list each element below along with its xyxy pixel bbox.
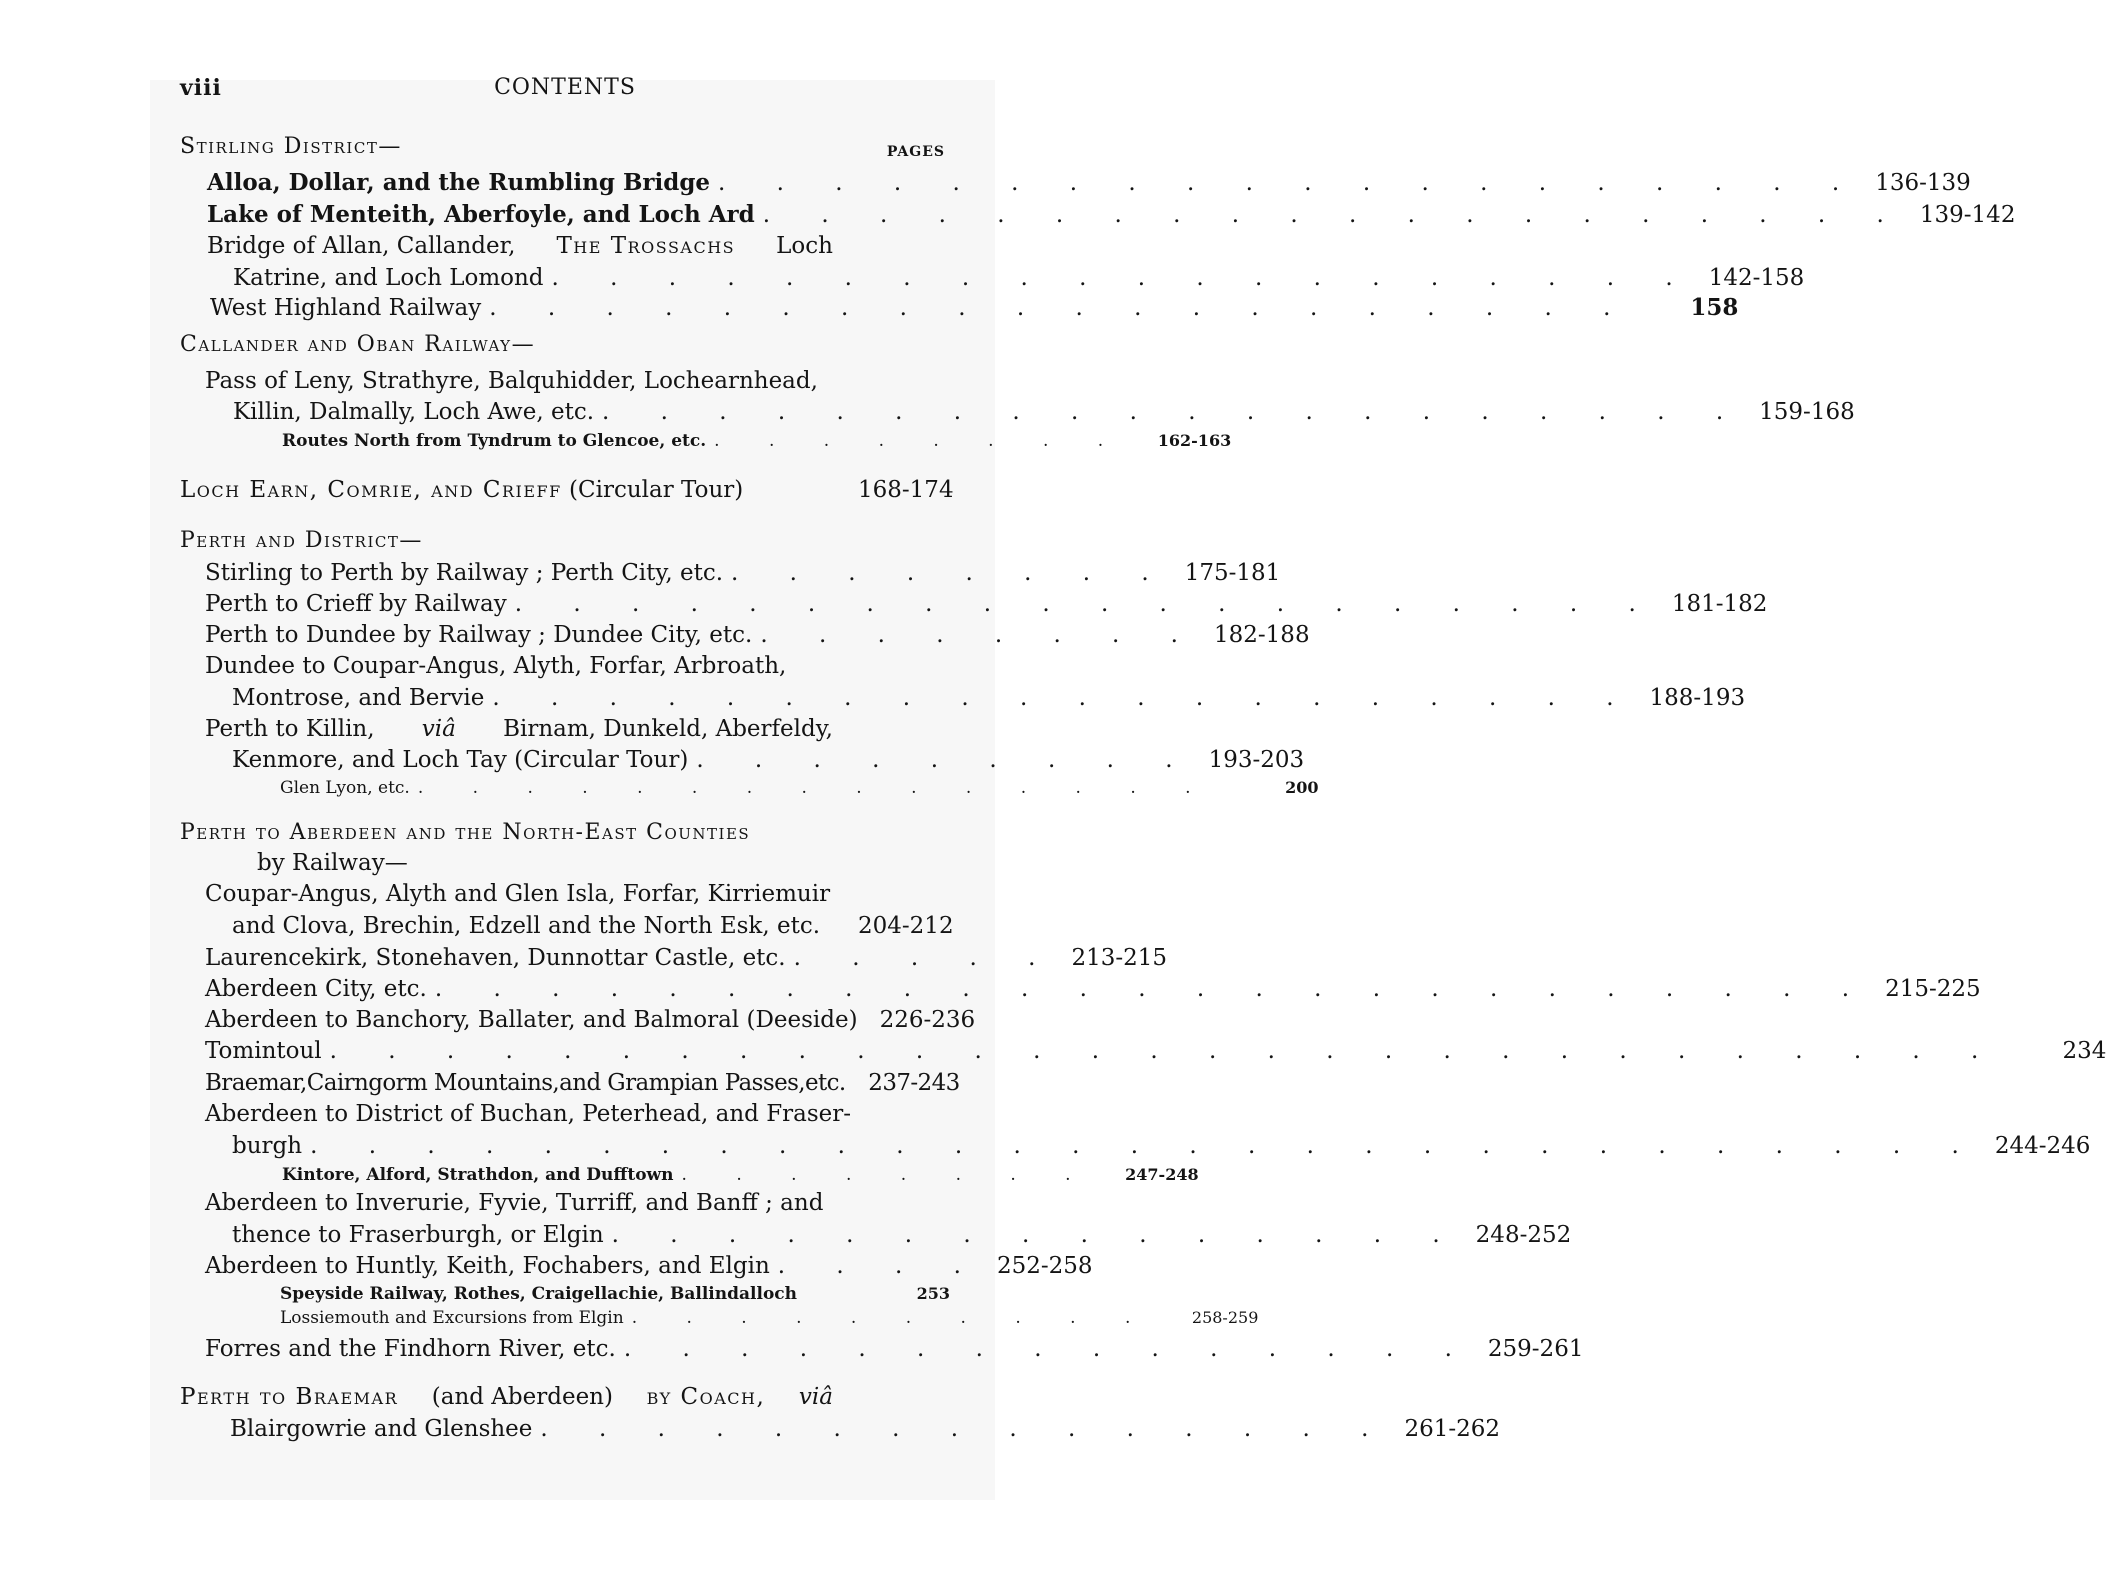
subentry-pages: 247-248 bbox=[1125, 1165, 1199, 1184]
running-header bbox=[180, 75, 950, 109]
entry-title: Loch bbox=[776, 233, 833, 259]
subentry-title: Lossiemouth and Excursions from Elgin bbox=[280, 1308, 624, 1328]
toc-entry-line bbox=[205, 1188, 833, 1220]
section-heading-part: by Coach, bbox=[646, 1384, 766, 1410]
entry-title: Aberdeen to District of Buchan, Peterhead, and Fraser- bbox=[205, 1101, 852, 1127]
section-heading-callander: Callander and Oban Railway— bbox=[180, 332, 536, 357]
toc-entry-line bbox=[205, 651, 833, 683]
entry-title: Laurencekirk, Stonehaven, Dunnottar Castle, etc. bbox=[205, 945, 786, 971]
toc-entry: burgh . . . . . . . . . . . . . . . . . . . . . . . . . . . . . 244-246 bbox=[232, 1133, 2091, 1159]
entry-title: Perth to Dundee by Railway ; Dundee City, etc. bbox=[205, 622, 753, 648]
toc-subentry: Kintore, Alford, Strathdon, and Dufftown . . . . . . . . 247-248 bbox=[282, 1165, 1199, 1185]
toc-entry: Stirling to Perth by Railway ; Perth City, etc. . . . . . . . . 175-181 bbox=[205, 560, 1281, 586]
entry-title: Dundee to Coupar-Angus, Alyth, Forfar, Arbroath, bbox=[205, 653, 787, 679]
entry-pages: 226-236 bbox=[879, 1007, 976, 1033]
entry-title: Alloa, Dollar, and the Rumbling Bridge bbox=[207, 169, 711, 196]
subentry-title: Speyside Railway, Rothes, Craigellachie, Ballindalloch bbox=[280, 1284, 797, 1304]
entry-pages: 215-225 bbox=[1885, 976, 1981, 1002]
section-heading-part: (and Aberdeen) bbox=[431, 1384, 613, 1410]
entry-title: Coupar-Angus, Alyth and Glen Isla, Forfar, Kirriemuir bbox=[205, 881, 831, 907]
section-heading-stirling: Stirling District— bbox=[180, 134, 402, 159]
entry-pages: 136-139 bbox=[1875, 170, 1971, 196]
entry-title: Stirling to Perth by Railway ; Perth City, etc. bbox=[205, 560, 724, 586]
entry-title: West Highland Railway bbox=[210, 295, 482, 321]
entry-pages: 234 bbox=[2062, 1038, 2106, 1064]
toc-entry: Blairgowrie and Glenshee . . . . . . . . . . . . . . . 261-262 bbox=[230, 1416, 1501, 1442]
entry-pages: 259-261 bbox=[1487, 1336, 1584, 1362]
pages-column-label: PAGES bbox=[886, 144, 945, 160]
subentry-title: Routes North from Tyndrum to Glencoe, etc. bbox=[282, 431, 707, 451]
toc-entry: Forres and the Findhorn River, etc. . . . . . . . . . . . . . . . 259-261 bbox=[205, 1336, 1584, 1362]
entry-pages: 188-193 bbox=[1649, 685, 1746, 711]
toc-section-entry bbox=[180, 475, 954, 507]
toc-entry: thence to Fraserburgh, or Elgin . . . . . . . . . . . . . . . 248-252 bbox=[232, 1222, 1572, 1248]
toc-entry-line bbox=[205, 879, 833, 911]
toc-entry-line bbox=[205, 366, 833, 398]
entry-title: Katrine, and Loch Lomond bbox=[233, 265, 544, 291]
toc-entry: Katrine, and Loch Lomond . . . . . . . . . . . . . . . . . . . . 142-158 bbox=[233, 265, 1805, 291]
toc-subentry: Routes North from Tyndrum to Glencoe, etc. . . . . . . . . 162-163 bbox=[282, 431, 1232, 451]
entry-pages: 244-246 bbox=[1994, 1133, 2091, 1159]
entry-title: Kenmore, and Loch Tay (Circular Tour) bbox=[232, 747, 689, 773]
subentry-pages: 200 bbox=[1285, 778, 1319, 797]
entry-pages: 159-168 bbox=[1759, 399, 1855, 425]
toc-entry: Aberdeen to Huntly, Keith, Fochabers, and Elgin . . . . 252-258 bbox=[205, 1253, 1093, 1279]
subentry-title: Glen Lyon, etc. bbox=[280, 778, 410, 798]
toc-entry: Montrose, and Bervie . . . . . . . . . . . . . . . . . . . . 188-193 bbox=[232, 685, 1746, 711]
subentry-pages: 253 bbox=[916, 1284, 950, 1303]
toc-entry bbox=[205, 1005, 976, 1037]
entry-title: Braemar,Cairngorm Mountains,and Grampian Passes,etc. bbox=[205, 1070, 846, 1096]
toc-subentry: Glen Lyon, etc. . . . . . . . . . . . . . . . 200 bbox=[280, 778, 1319, 798]
entry-title: Lake of Menteith, Aberfoyle, and Loch Ard bbox=[207, 201, 755, 228]
section-heading-part-italic: viâ bbox=[798, 1384, 833, 1410]
section-heading-line2: by Railway— bbox=[257, 850, 408, 876]
page-title: CONTENTS bbox=[494, 75, 636, 100]
entry-title: thence to Fraserburgh, or Elgin bbox=[232, 1222, 604, 1248]
entry-title: Pass of Leny, Strathyre, Balquhidder, Lochearnhead, bbox=[205, 368, 818, 394]
entry-title-smallcaps: The Trossachs bbox=[556, 233, 736, 259]
entry-title: burgh bbox=[232, 1133, 303, 1159]
toc-entry: Laurencekirk, Stonehaven, Dunnottar Castle, etc. . . . . . 213-215 bbox=[205, 945, 1168, 971]
toc-entry: Aberdeen City, etc. . . . . . . . . . . . . . . . . . . . . . . . . . 215-225 bbox=[205, 976, 1981, 1002]
entry-pages: 261-262 bbox=[1404, 1416, 1501, 1442]
entry-title: Aberdeen City, etc. bbox=[205, 976, 427, 1002]
entry-title-italic: viâ bbox=[421, 716, 456, 742]
section-heading-perth: Perth and District— bbox=[180, 528, 423, 553]
entry-title: and Clova, Brechin, Edzell and the North Esk, etc. bbox=[232, 913, 821, 939]
subentry-pages: 162-163 bbox=[1157, 431, 1232, 450]
toc-entry: West Highland Railway . . . . . . . . . . . . . . . . . . . . 158 bbox=[210, 294, 1739, 321]
entry-pages: 204-212 bbox=[858, 913, 954, 939]
toc-entry-line bbox=[205, 714, 833, 746]
entry-pages: 168-174 bbox=[858, 477, 954, 503]
entry-title: Montrose, and Bervie bbox=[232, 685, 485, 711]
entry-title: Killin, Dalmally, Loch Awe, etc. bbox=[233, 399, 595, 425]
entry-pages: 158 bbox=[1690, 294, 1739, 321]
toc-entry: Kenmore, and Loch Tay (Circular Tour) . . . . . . . . . 193-203 bbox=[232, 747, 1305, 773]
entry-title: Birnam, Dunkeld, Aberfeldy, bbox=[503, 716, 833, 742]
section-heading-continued bbox=[257, 848, 408, 880]
entry-pages: 213-215 bbox=[1071, 945, 1168, 971]
entry-title: Perth to Crieff by Railway bbox=[205, 591, 507, 617]
entry-title: Aberdeen to Huntly, Keith, Fochabers, and Elgin bbox=[205, 1253, 770, 1279]
subentry-pages: 258-259 bbox=[1191, 1308, 1259, 1327]
section-heading-part: Perth to Braemar bbox=[180, 1384, 399, 1410]
entry-title: Bridge of Allan, Callander, bbox=[207, 233, 516, 259]
section-heading-braemar bbox=[180, 1382, 833, 1414]
section-heading-lochearn: Loch Earn, Comrie, and Crieff bbox=[180, 477, 562, 503]
toc-entry: Perth to Dundee by Railway ; Dundee City, etc. . . . . . . . . 182-188 bbox=[205, 622, 1310, 648]
entry-pages: 175-181 bbox=[1184, 560, 1281, 586]
entry-title: Forres and the Findhorn River, etc. bbox=[205, 1336, 616, 1362]
section-heading-aberdeen: Perth to Aberdeen and the North-East Counties bbox=[180, 820, 751, 845]
entry-pages: 237-243 bbox=[868, 1070, 960, 1096]
toc-entry-line bbox=[205, 1099, 852, 1131]
entry-title: Perth to Killin, bbox=[205, 716, 375, 742]
toc-subentry: Lossiemouth and Excursions from Elgin . . . . . . . . . . 258-259 bbox=[280, 1308, 1259, 1328]
toc-entry: Alloa, Dollar, and the Rumbling Bridge . . . . . . . . . . . . . . . . . . . . 136-139 bbox=[207, 169, 1971, 196]
entry-pages: 252-258 bbox=[996, 1253, 1093, 1279]
toc-entry: Tomintoul . . . . . . . . . . . . . . . . . . . . . . . . . . . . . 234 bbox=[205, 1038, 2106, 1064]
toc-entry-line bbox=[207, 231, 833, 263]
entry-pages: 248-252 bbox=[1475, 1222, 1572, 1248]
entry-pages: 139-142 bbox=[1919, 202, 2016, 228]
entry-pages: 181-182 bbox=[1671, 591, 1768, 617]
toc-entry: Killin, Dalmally, Loch Awe, etc. . . . . . . . . . . . . . . . . . . . . 159-168 bbox=[233, 399, 1855, 425]
entry-title: Aberdeen to Inverurie, Fyvie, Turriff, and Banff ; and bbox=[205, 1190, 824, 1216]
entry-pages: 142-158 bbox=[1708, 265, 1805, 291]
entry-title: Tomintoul bbox=[205, 1038, 322, 1064]
entry-pages: 193-203 bbox=[1208, 747, 1305, 773]
entry-pages: 182-188 bbox=[1214, 622, 1310, 648]
subentry-title: Kintore, Alford, Strathdon, and Dufftown bbox=[282, 1165, 674, 1185]
toc-entry bbox=[232, 911, 954, 943]
toc-entry: Perth to Crieff by Railway . . . . . . . . . . . . . . . . . . . . 181-182 bbox=[205, 591, 1768, 617]
entry-title: Aberdeen to Banchory, Ballater, and Balmoral (Deeside) bbox=[205, 1007, 858, 1033]
entry-note: (Circular Tour) bbox=[569, 477, 744, 503]
toc-entry: Lake of Menteith, Aberfoyle, and Loch Ard . . . . . . . . . . . . . . . . . . . . 139-142 bbox=[207, 201, 2016, 228]
page-number: viii bbox=[180, 75, 222, 101]
entry-title: Blairgowrie and Glenshee bbox=[230, 1416, 533, 1442]
toc-entry bbox=[205, 1068, 960, 1100]
